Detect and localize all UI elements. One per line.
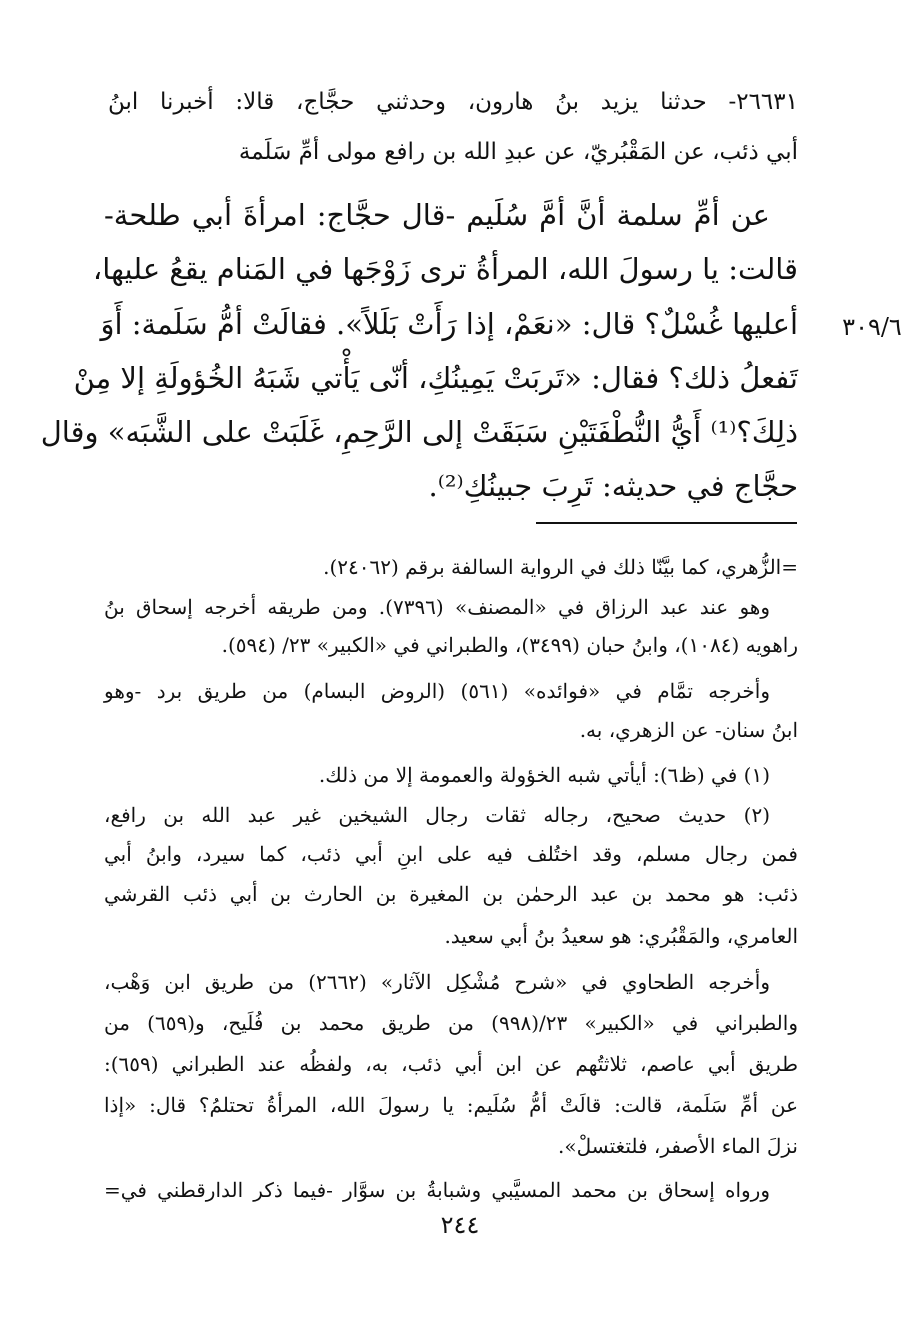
footnote-2: العامري، والمَقْبُري: هو سعيدُ بنُ أبي سعيد. xyxy=(444,924,798,948)
matn-line: حجَّاج في حديثه: تَرِبَ جبينُكِ⁽²⁾. xyxy=(428,469,798,503)
footnote-line: راهويه (١٠٨٤)، وابنُ حبان (٣٤٩٩)، والطبراني في «الكبير» ٢٣/ (٥٩٤). xyxy=(221,633,798,657)
footnote-separator xyxy=(536,522,797,524)
footnote-2: فمن رجال مسلم، وقد اختُلف فيه على ابنِ أبي ذئب، كما سيرد، وابنُ أبي xyxy=(104,842,798,866)
footnote-1: (١) في (ظ٦): أيأتي شبه الخؤولة والعمومة إلا من ذلك. xyxy=(318,763,770,787)
isnad-line: أبي ذئب، عن المَقْبُريّ، عن عبدِ الله بن رافع مولى أمِّ سَلَمة xyxy=(238,139,798,165)
footnote-2: (٢) حديث صحيح، رجاله ثقات رجال الشيخين غير عبد الله بن رافع، xyxy=(104,803,770,827)
footnote-line: وأخرجه الطحاوي في «شرح مُشْكِل الآثار» (٢٦٦٢) من طريق ابن وَهْب، xyxy=(104,970,771,994)
matn-line: قالت: يا رسولَ الله، المرأةُ ترى زَوْجَها في المَنام يقعُ عليها، xyxy=(92,252,798,286)
footnote-line: طريق أبي عاصم، ثلاثتُهم عن ابن أبي ذئب، به، ولفظُه عند الطبراني (٦٥٩): xyxy=(104,1052,798,1076)
footnote-line: ابنُ سنان- عن الزهري، به. xyxy=(579,718,798,742)
matn-line: أعليها غُسْلٌ؟ قال: «نعَمْ، إذا رَأَتْ بَلَلاً». فقالَتْ أمُّ سَلَمة: أَوَ xyxy=(100,307,798,341)
footnote-line: عن أمِّ سَلَمة، قالت: قالَتْ أمُّ سُلَيم: يا رسولَ الله، المرأةُ تحتلمُ؟ قال: «إذا xyxy=(104,1093,798,1117)
footnote-line: نزلَ الماء الأصفر، فلتغتسلْ». xyxy=(558,1134,798,1158)
matn-line: تَفعلُ ذلك؟ فقال: «تَربَتْ يَمِينُكِ، أنّى يَأْتي شَبَهُ الخُؤولَةِ إلا مِنْ xyxy=(73,361,798,395)
footnote-line: وأخرجه تمَّام في «فوائده» (٥٦١) (الروض البسام) من طريق برد -وهو xyxy=(104,679,770,703)
isnad-line: ٢٦٦٣١- حدثنا يزيد بنُ هارون، وحدثني حجَّاج، قالا: أخبرنا ابنُ xyxy=(108,89,798,115)
footnote-2: ذئب: هو محمد بن عبد الرحمٰن بن المغيرة بن الحارث بن أبي ذئب القرشي xyxy=(104,882,798,906)
margin-reference: ٣٠٩/٦ xyxy=(842,313,902,341)
footnote-line: وهو عند عبد الرزاق في «المصنف» (٧٣٩٦). ومن طريقه أخرجه إسحاق بنُ xyxy=(104,595,770,619)
page-number: ٢٤٤ xyxy=(440,1211,480,1239)
footnote-line: والطبراني في «الكبير» ٢٣/(٩٩٨) من طريق محمد بن فُلَيح، و(٦٥٩) من xyxy=(104,1011,798,1035)
matn-line: ذلِكَ؟⁽¹⁾ أَيُّ النُّطْفَتَيْنِ سَبَقَتْ إلى الرَّحِمِ، غَلَبَتْ على الشَّبَه» وقال xyxy=(40,415,798,449)
footnote-line: =الزُّهري، كما بيَّنّا ذلك في الرواية السالفة برقم (٢٤٠٦٢). xyxy=(323,555,798,579)
matn-line: عن أمِّ سلمة أنَّ أمَّ سُلَيم -قال حجَّاج: امرأةَ أبي طلحة- xyxy=(104,198,770,232)
footnote-line: ورواه إسحاق بن محمد المسيَّبي وشبابةُ بن سوَّار -فيما ذكر الدارقطني في= xyxy=(104,1178,770,1202)
